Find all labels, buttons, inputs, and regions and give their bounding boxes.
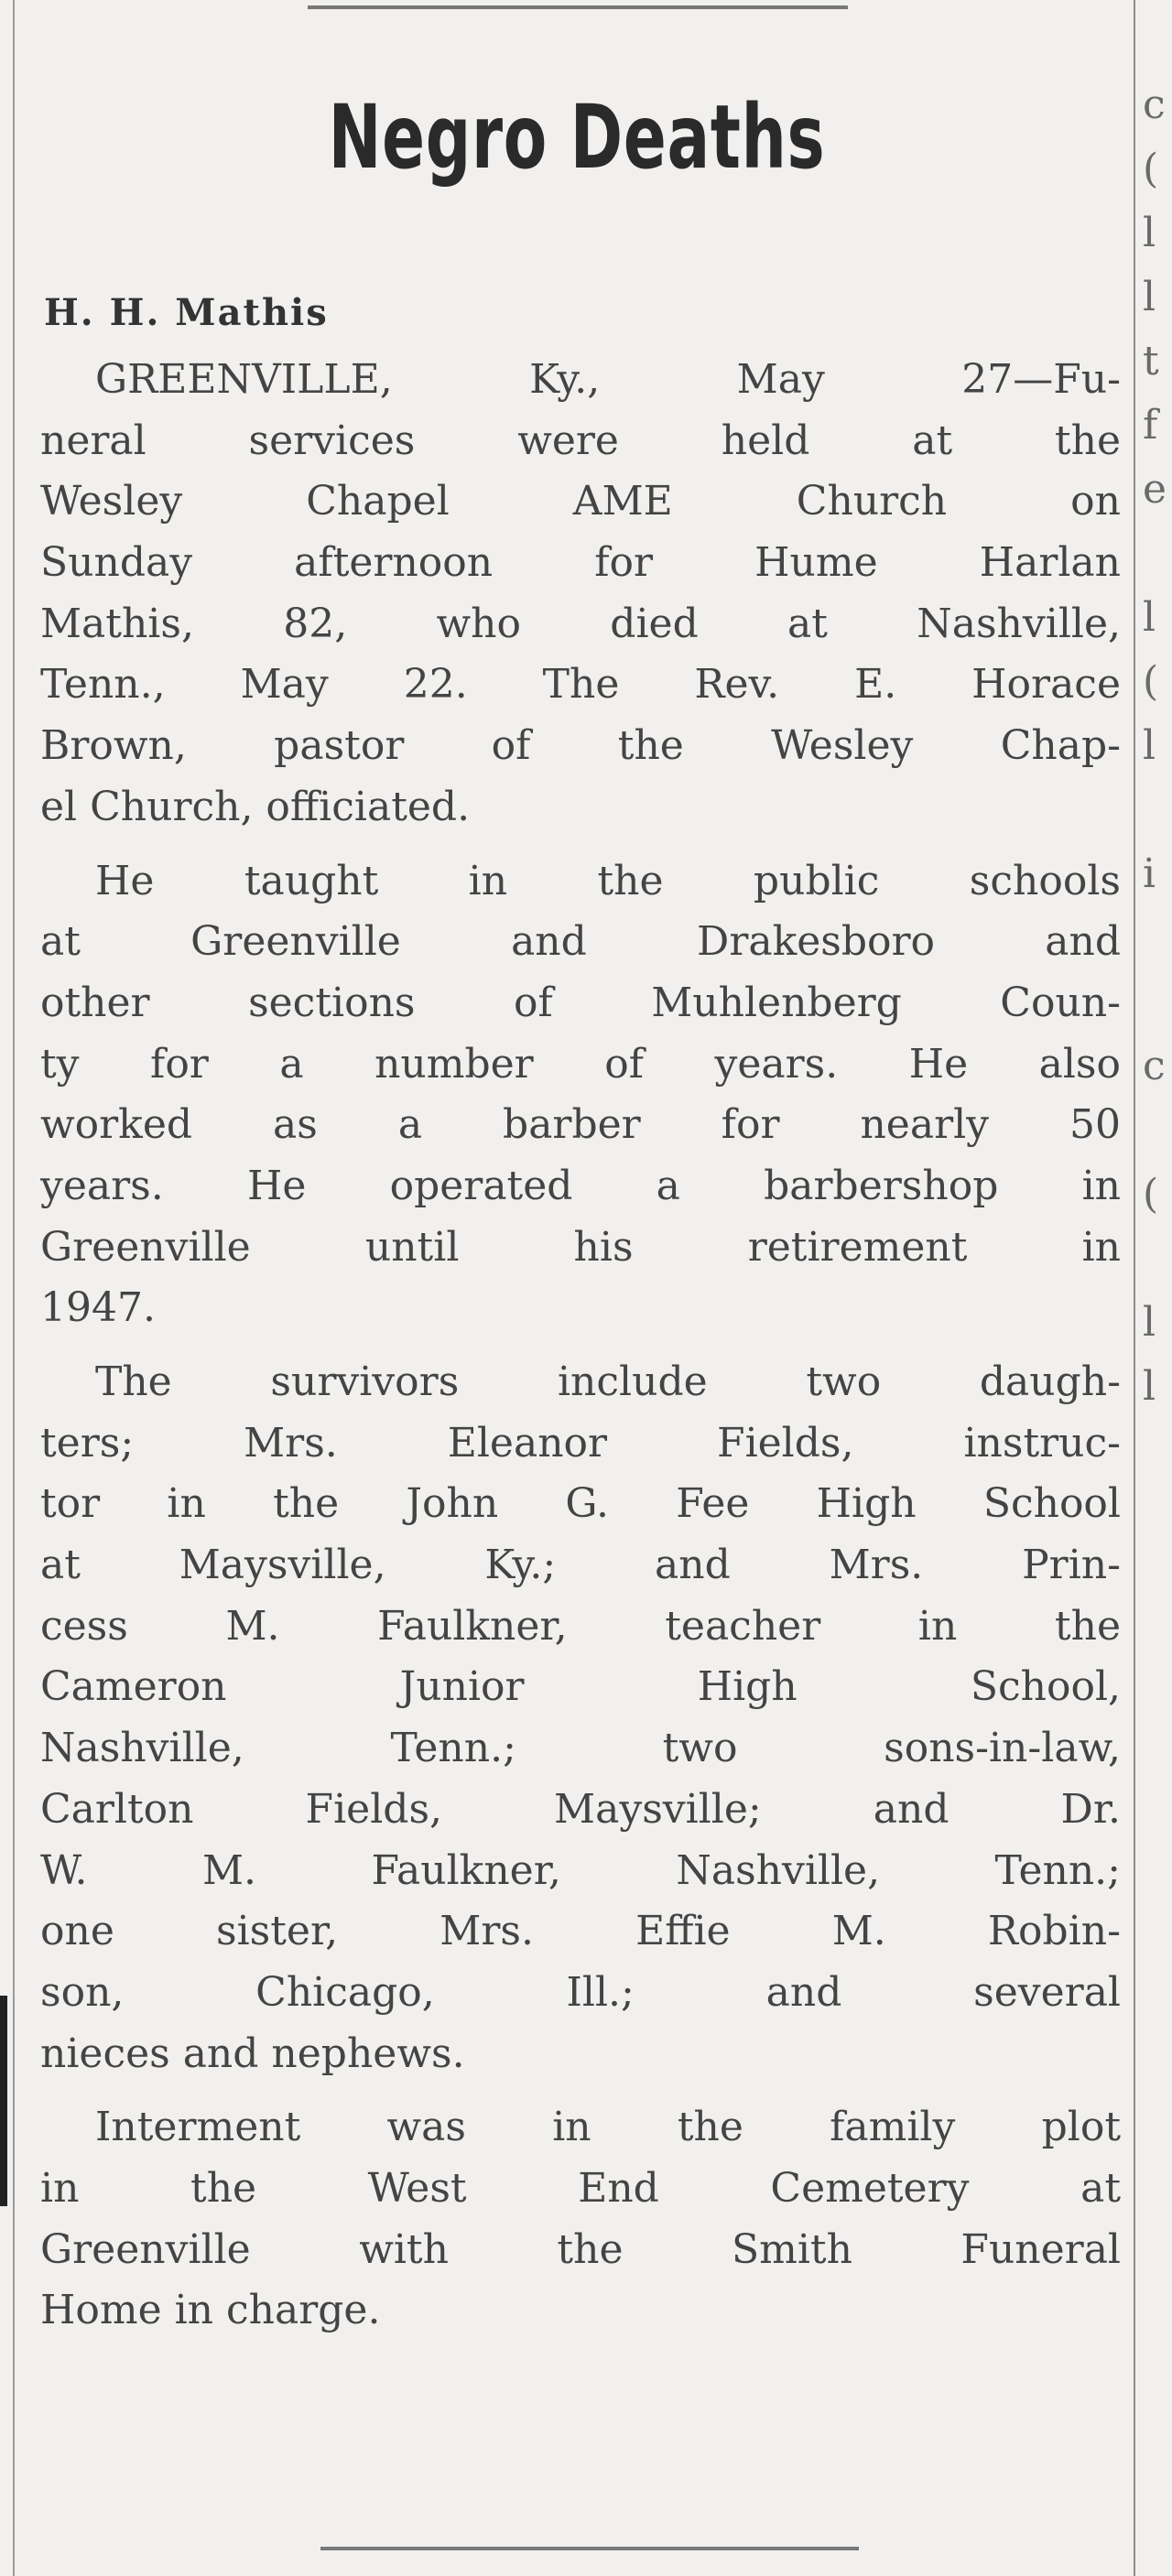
adjacent-column-fragment: l [1143,594,1156,641]
adjacent-column-fragment [1143,2124,1172,2188]
article-line: Cameron Junior High School, [40,1663,1121,1711]
article-line: at Greenville and Drakesboro and [40,918,1121,966]
adjacent-column-fragment [1143,906,1172,970]
adjacent-column-fragment: f [1143,402,1158,449]
article-line: W. M. Faulkner, Nashville, Tenn.; [40,1846,1121,1894]
article-line: el Church, officiated. [40,783,471,830]
article-line: GREENVILLE, Ky., May 27—Fu- [95,356,1121,403]
adjacent-column-fragment: l [1143,1363,1156,1410]
article-line: nieces and nephews. [40,2029,465,2077]
adjacent-column-fragment [1143,2188,1172,2252]
article-line: Carlton Fields, Maysville; and Dr. [40,1785,1121,1833]
right-column-rule [1134,0,1135,2576]
adjacent-column-fragment: ( [1143,146,1159,192]
article-line: son, Chicago, Ill.; and several [40,1968,1121,2016]
adjacent-column-fragment: l [1143,722,1156,769]
article-line: Home in charge. [40,2287,381,2334]
adjacent-column-fragment [1143,1739,1172,1803]
article-line: Nashville, Tenn.; two sons-in-law, [40,1725,1121,1772]
left-column-rule [13,0,15,2576]
adjacent-column-fragment [1143,1932,1172,1996]
article-line: years. He operated a barbershop in [40,1162,1121,1209]
article-line: Greenville until his retirement in [40,1223,1121,1271]
adjacent-column-fragment: l [1143,1299,1156,1346]
article-line: Tenn., May 22. The Rev. E. Horace [40,661,1121,709]
adjacent-column-fragment: l [1143,274,1156,320]
article-line: Sunday afternoon for Hume Harlan [40,539,1121,587]
headline: Negro Deaths [328,86,826,189]
adjacent-column-fragment [1143,1227,1172,1291]
adjacent-column-fragment [1143,2060,1172,2124]
article-line: Greenville with the Smith Funeral [40,2225,1121,2273]
adjacent-column-fragment: c [1143,1043,1166,1089]
adjacent-column-fragment [1143,1483,1172,1547]
adjacent-column-fragment [1143,970,1172,1034]
top-divider-rule [308,5,848,9]
article-line: The survivors include two daugh- [95,1358,1121,1405]
adjacent-column-fragment [1143,2252,1172,2316]
adjacent-column-fragment [1143,778,1172,842]
bottom-divider-rule [320,2547,859,2550]
adjacent-column-fragment [1143,1675,1172,1739]
article-paragraph [40,1352,1121,2084]
adjacent-column-fragment [1143,1099,1172,1163]
left-edge-mark [0,1996,7,2206]
adjacent-column-fragment: i [1143,850,1156,897]
article-line: at Maysville, Ky.; and Mrs. Prin- [40,1542,1121,1589]
article-line: worked as a barber for nearly 50 [40,1101,1121,1149]
article-paragraph [40,2097,1121,2342]
article-line: one sister, Mrs. Effie M. Robin- [40,1908,1121,1955]
adjacent-column-fragment: ( [1143,658,1159,705]
adjacent-column-fragment: t [1143,338,1159,384]
obituary-name: H. H. Mathis [44,291,329,334]
article-line: cess M. Faulkner, teacher in the [40,1602,1121,1650]
adjacent-column-fragment [1143,1547,1172,1611]
adjacent-column-fragment [1143,1419,1172,1483]
article-line: 1947. [40,1284,156,1332]
article-line: in the West End Cemetery at [40,2164,1121,2212]
article-line: Interment was in the family plot [95,2104,1121,2151]
article-line: Brown, pastor of the Wesley Chap- [40,722,1121,770]
adjacent-column-fragment [1143,1867,1172,1932]
adjacent-column-fragment [1143,1803,1172,1867]
adjacent-column-fragment [1143,522,1172,586]
adjacent-column-fragments [1143,73,1172,2316]
article-line: tor in the John G. Fee High School [40,1480,1121,1528]
article-line: ty for a number of years. He also [40,1040,1121,1088]
article-line: He taught in the public schools [95,857,1121,904]
adjacent-column-fragment [1143,1611,1172,1675]
article-paragraph [40,350,1121,839]
article-line: neral services were held at the [40,417,1121,464]
adjacent-column-fragment: ( [1143,1171,1159,1218]
adjacent-column-fragment: e [1143,466,1167,513]
adjacent-column-fragment: l [1143,210,1156,256]
adjacent-column-fragment [1143,1996,1172,2060]
article-line: other sections of Muhlenberg Coun- [40,979,1121,1026]
article-line: Mathis, 82, who died at Nashville, [40,600,1121,647]
adjacent-column-fragment: c [1143,81,1166,128]
article-paragraph [40,851,1121,1340]
article-body [40,350,1121,2342]
article-line: ters; Mrs. Eleanor Fields, instruc- [40,1419,1121,1467]
article-line: Wesley Chapel AME Church on [40,478,1121,525]
